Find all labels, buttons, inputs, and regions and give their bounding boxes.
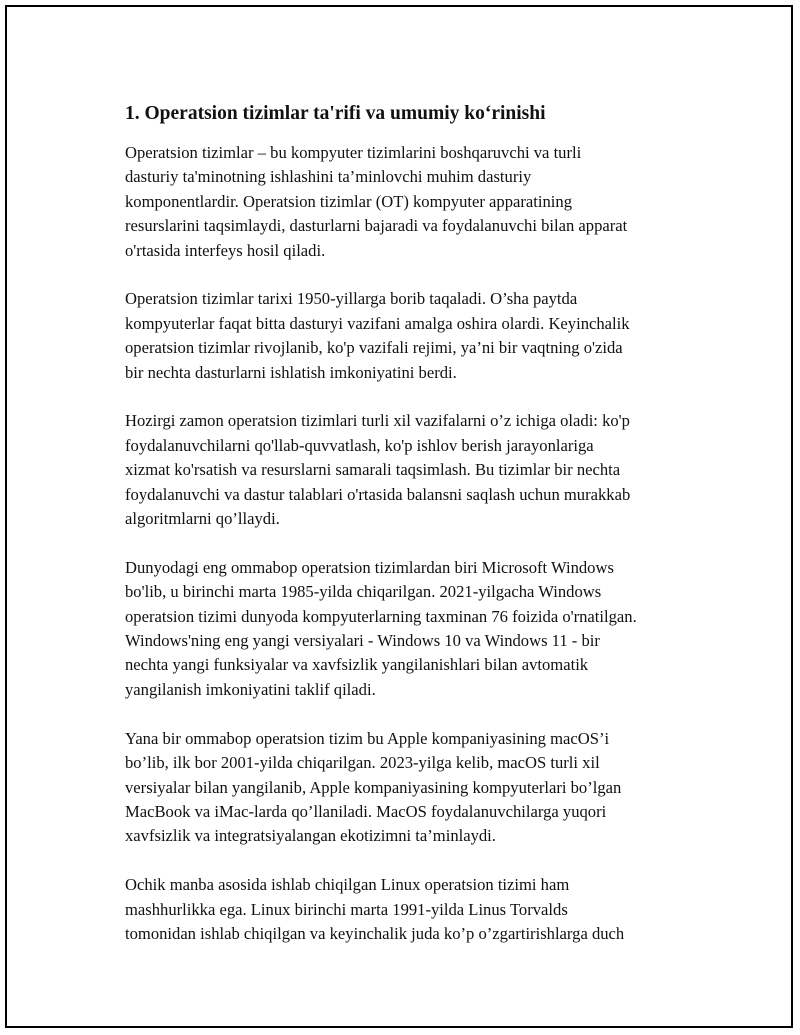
paragraph-line: Windows'ning eng yangi versiyalari - Windows 10 va Windows 11 - bir (125, 631, 600, 651)
paragraph-line: Dunyodagi eng ommabop operatsion tizimlardan biri Microsoft Windows (125, 557, 614, 577)
document-body (125, 102, 700, 971)
paragraph-line: foydalanuvchilarni qo'llab-quvvatlash, ko'p ishlov berish jarayonlariga (125, 435, 594, 455)
paragraph-line: operatsion tizimi dunyoda kompyuterlarning taxminan 76 foizida o'rnatilgan. (125, 606, 637, 626)
body-paragraph (125, 287, 700, 385)
paragraph-line: Operatsion tizimlar tarixi 1950-yillarga borib taqaladi. O’sha paytda (125, 289, 578, 309)
paragraph-line: o'rtasida interfeys hosil qiladi. (125, 240, 326, 260)
paragraph-line: mashhurlikka ega. Linux birinchi marta 1991-yilda Linus Torvalds (125, 899, 568, 919)
paragraph-line: tomonidan ishlab chiqilgan va keyinchalik juda ko’p o’zgartirishlarga duch (125, 923, 625, 943)
paragraph-line: komponentlardir. Operatsion tizimlar (OT) kompyuter apparatining (125, 191, 572, 211)
document-page (5, 5, 793, 1028)
paragraph-line: xizmat ko'rsatish va resurslarni samarali taqsimlash. Bu tizimlar bir nechta (125, 460, 621, 480)
paragraph-line: yangilanish imkoniyatini taklif qiladi. (125, 679, 376, 699)
body-paragraph (125, 873, 700, 946)
paragraph-line: dasturiy ta'minotning ishlashini ta’minlovchi muhim dasturiy (125, 167, 532, 187)
paragraph-container (125, 141, 700, 946)
paragraph-line: foydalanuvchi va dastur talablari o'rtasida balansni saqlash uchun murakkab (125, 484, 631, 504)
paragraph-line: kompyuterlar faqat bitta dasturyi vazifani amalga oshira olardi. Keyinchalik (125, 313, 630, 333)
paragraph-line: MacBook va iMac-larda qo’llaniladi. MacOS foydalanuvchilarga yuqori (125, 801, 607, 821)
paragraph-line: Yana bir ommabop operatsion tizim bu Apple kompaniyasining macOS’i (125, 728, 610, 748)
body-paragraph (125, 409, 700, 531)
paragraph-line: algoritmlarni qo’llaydi. (125, 509, 280, 529)
section-heading: 1. Operatsion tizimlar ta'rifi va umumiy koʻrinishi (125, 103, 546, 124)
paragraph-line: bo’lib, ilk bor 2001-yilda chiqarilgan. 2023-yilga kelib, macOS turli xil (125, 753, 600, 773)
paragraph-line: nechta yangi funksiyalar va xavfsizlik yangilanishlari bilan avtomatik (125, 655, 589, 675)
paragraph-line: versiyalar bilan yangilanib, Apple kompaniyasining kompyuterlari bo’lgan (125, 777, 622, 797)
body-paragraph (125, 141, 700, 263)
paragraph-line: bir nechta dasturlarni ishlatish imkoniyatini berdi. (125, 362, 457, 382)
body-paragraph (125, 727, 700, 849)
body-paragraph (125, 556, 700, 702)
paragraph-line: xavfsizlik va integratsiyalangan ekotizimni ta’minlaydi. (125, 826, 496, 846)
paragraph-line: Hozirgi zamon operatsion tizimlari turli xil vazifalarni o’z ichiga oladi: ko'p (125, 411, 630, 431)
paragraph-line: operatsion tizimlar rivojlanib, ko'p vazifali rejimi, ya’ni bir vaqtning o'zida (125, 338, 623, 358)
paragraph-line: resurslarini taqsimlaydi, dasturlarni bajaradi va foydalanuvchi bilan apparat (125, 216, 628, 236)
paragraph-line: Operatsion tizimlar – bu kompyuter tizimlarini boshqaruvchi va turli (125, 143, 582, 162)
paragraph-line: Ochik manba asosida ishlab chiqilgan Linux operatsion tizimi ham (125, 875, 570, 895)
paragraph-line: bo'lib, u birinchi marta 1985-yilda chiqarilgan. 2021-yilgacha Windows (125, 582, 602, 602)
